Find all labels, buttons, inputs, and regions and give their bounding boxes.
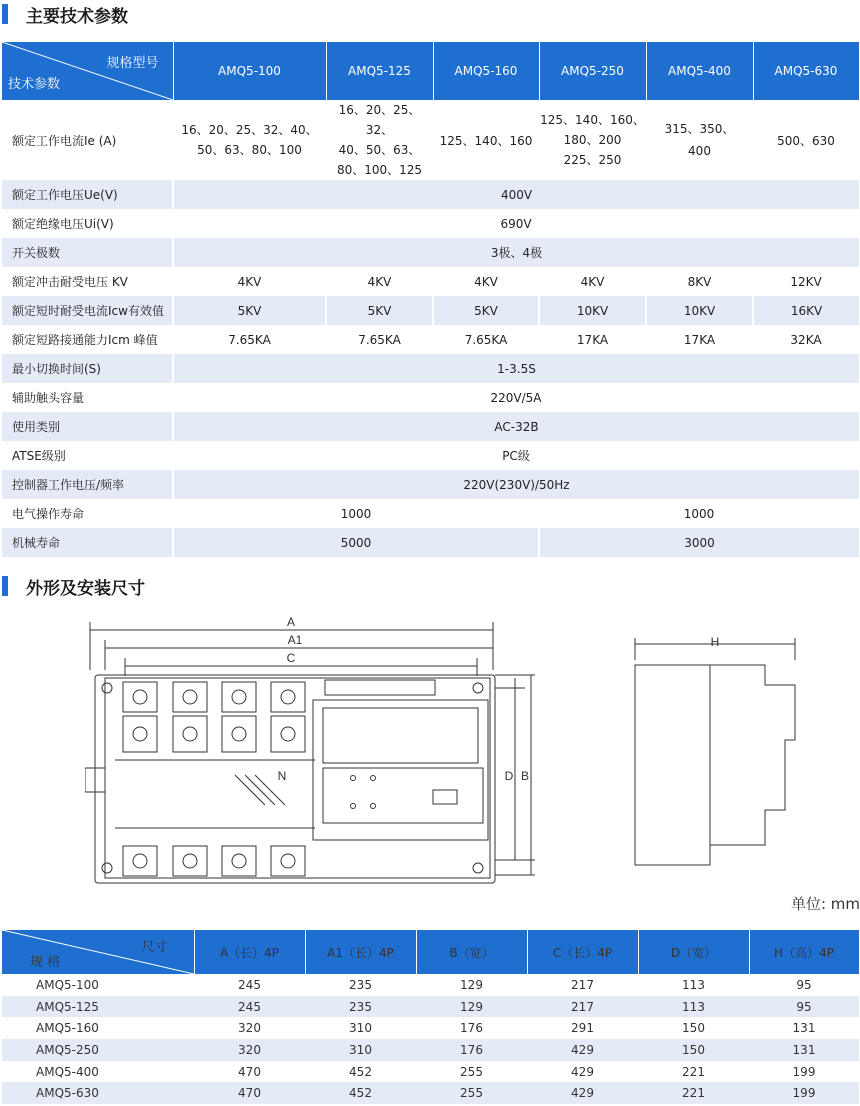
dim-cell: 255 <box>416 1082 527 1104</box>
dims-table <box>2 930 860 1104</box>
model-cell: AMQ5-400 <box>36 1064 99 1079</box>
dim-cell: 452 <box>349 1064 372 1079</box>
row-ctrl <box>2 470 859 499</box>
dim-cell: 452 <box>305 1082 416 1104</box>
current-cell: 125、140、160、 180、200 225、250 <box>540 113 645 167</box>
use-value: AC-32B <box>173 412 859 441</box>
corner-bottom-label: 规 格 <box>30 955 61 970</box>
dim-header: D（宽） <box>638 930 749 974</box>
dim-cell: 429 <box>527 1039 638 1061</box>
row-switch <box>2 354 859 383</box>
unit-label: 单位: mm <box>790 895 860 913</box>
dimension-drawing <box>85 610 815 890</box>
dim-cell: 199 <box>749 1082 859 1104</box>
current-cell: 16、20、25、32、40、 50、63、80、100 <box>181 123 318 157</box>
model-cell: AMQ5-250 <box>2 1039 194 1061</box>
dim-cell: 113 <box>638 996 749 1018</box>
model-header: AMQ5-160 <box>433 42 539 100</box>
impulse-cell: 4KV <box>367 274 392 289</box>
row-label: ATSE级别 <box>12 449 66 463</box>
dim-label-D: D <box>504 769 514 783</box>
params-header-row <box>2 42 859 100</box>
dims-header-row <box>2 930 859 974</box>
dim-cell: 470 <box>238 1064 261 1079</box>
icw-cell: 5KV <box>433 296 539 325</box>
dims-corner-cell <box>2 930 194 974</box>
switch-value: 1-3.5S <box>173 354 859 383</box>
dim-cell: 429 <box>527 1082 638 1104</box>
table-row <box>2 1017 859 1039</box>
row-atse <box>2 441 859 470</box>
dim-cell: 217 <box>571 977 594 992</box>
dim-cell: 221 <box>638 1082 749 1104</box>
dim-cell: 255 <box>460 1064 483 1079</box>
row-impulse <box>2 267 859 296</box>
row-current <box>2 100 859 180</box>
section-title-text: 主要技术参数 <box>26 6 128 27</box>
icm-cell: 32KA <box>790 332 822 347</box>
table-row <box>2 1061 859 1083</box>
dim-cell: 310 <box>305 1039 416 1061</box>
dim-header: A1（长）4P <box>305 930 416 974</box>
row-label: 额定工作电压Ue(V) <box>2 180 173 209</box>
dim-cell: 429 <box>571 1064 594 1079</box>
corner-bottom-label: 技术参数 <box>8 77 61 92</box>
dim-cell: 129 <box>416 996 527 1018</box>
dim-cell: 176 <box>460 1021 483 1036</box>
row-label: 开关极数 <box>2 238 173 267</box>
row-label: 最小切换时间(S) <box>2 354 173 383</box>
row-elec <box>2 499 859 528</box>
row-label: 额定工作电流Ie (A) <box>12 133 117 148</box>
row-label: 额定短时耐受电流Icw有效值 <box>2 296 173 325</box>
current-cell: 16、20、25、32、 40、50、63、 80、100、125 <box>336 103 423 177</box>
elec-cell: 1000 <box>340 506 372 521</box>
elec-cell: 1000 <box>683 506 715 521</box>
dim-cell: 235 <box>305 996 416 1018</box>
dim-cell: 320 <box>238 1021 261 1036</box>
model-cell: AMQ5-125 <box>2 996 194 1018</box>
table-row <box>2 974 859 996</box>
row-label: 控制器工作电压/频率 <box>2 470 173 499</box>
dim-cell: 235 <box>349 977 372 992</box>
dim-cell: 131 <box>792 1021 816 1036</box>
icm-cell: 7.65KA <box>464 332 508 347</box>
title-bar-marker <box>2 4 8 24</box>
row-label: 使用类别 <box>2 412 173 441</box>
dim-cell: 95 <box>749 996 859 1018</box>
row-ue <box>2 180 859 209</box>
model-header: AMQ5-125 <box>326 42 433 100</box>
impulse-cell: 4KV <box>580 274 605 289</box>
impulse-cell: 8KV <box>687 274 712 289</box>
dim-cell: 131 <box>749 1039 859 1061</box>
table-row <box>2 996 859 1018</box>
section-title-text: 外形及安装尺寸 <box>26 578 145 599</box>
title-bar-marker <box>2 576 8 596</box>
dim-cell: 221 <box>682 1064 705 1079</box>
dim-cell: 470 <box>194 1082 305 1104</box>
dim-cell: 150 <box>682 1021 705 1036</box>
dim-header: C（长）4P <box>527 930 638 974</box>
model-header: AMQ5-100 <box>173 42 326 100</box>
icw-cell: 10KV <box>539 296 646 325</box>
dim-cell: 113 <box>682 977 705 992</box>
row-use <box>2 412 859 441</box>
row-mech <box>2 528 859 557</box>
current-cell: 500、630 <box>777 133 835 148</box>
dim-cell: 291 <box>571 1021 594 1036</box>
row-icw <box>2 296 859 325</box>
model-header: AMQ5-400 <box>646 42 753 100</box>
model-header: AMQ5-630 <box>753 42 859 100</box>
atse-value: PC级 <box>502 449 530 463</box>
dim-header: B（宽） <box>416 930 527 974</box>
dim-cell: 245 <box>194 996 305 1018</box>
icw-cell: 5KV <box>173 296 326 325</box>
dim-label-B: B <box>520 769 530 783</box>
table-row <box>2 1082 859 1104</box>
ui-value: 690V <box>500 216 532 231</box>
dim-cell: 150 <box>638 1039 749 1061</box>
row-label: 额定绝缘电压Ui(V) <box>12 217 114 231</box>
row-label: 额定冲击耐受电压 KV <box>12 275 128 289</box>
row-label: 额定短路接通能力Icm 峰值 <box>12 333 158 347</box>
dim-label-A1: A1 <box>287 633 303 647</box>
current-cell: 125、140、160 <box>439 133 533 148</box>
icw-cell: 10KV <box>646 296 753 325</box>
icm-cell: 17KA <box>683 332 716 347</box>
impulse-cell: 4KV <box>474 274 498 289</box>
row-poles <box>2 238 859 267</box>
icw-cell: 5KV <box>326 296 433 325</box>
dim-label-H: H <box>710 635 720 649</box>
dim-cell: 176 <box>416 1039 527 1061</box>
model-cell: AMQ5-100 <box>36 977 99 992</box>
row-label: 电气操作寿命 <box>12 507 85 521</box>
dim-cell: 320 <box>194 1039 305 1061</box>
corner-top-label: 规格型号 <box>106 56 159 71</box>
row-aux <box>2 383 859 412</box>
neutral-label: N <box>277 769 287 783</box>
dim-cell: 129 <box>460 977 483 992</box>
section-title-dims <box>0 574 145 598</box>
dim-label-A: A <box>286 615 296 629</box>
model-cell: AMQ5-160 <box>36 1021 99 1036</box>
mech-cell: 5000 <box>173 528 539 557</box>
row-label: 机械寿命 <box>2 528 173 557</box>
ctrl-value: 220V(230V)/50Hz <box>173 470 859 499</box>
corner-top-label: 尺寸 <box>141 940 168 955</box>
icm-cell: 7.65KA <box>358 332 401 347</box>
row-icm <box>2 325 859 354</box>
section-title-params <box>0 2 128 26</box>
dim-cell: 245 <box>238 977 261 992</box>
params-corner-cell <box>2 42 173 100</box>
ue-value: 400V <box>173 180 859 209</box>
dim-cell: 310 <box>349 1021 372 1036</box>
model-cell: AMQ5-630 <box>2 1082 194 1104</box>
dim-header: A（长）4P <box>194 930 305 974</box>
icm-cell: 7.65KA <box>228 332 271 347</box>
row-label: 辅助触头容量 <box>12 391 85 405</box>
icm-cell: 17KA <box>576 332 609 347</box>
row-ui <box>2 209 859 238</box>
params-table <box>2 42 860 557</box>
dim-cell: 95 <box>796 977 812 992</box>
current-cell: 315、350、 400 <box>664 122 735 158</box>
dim-header: H（高）4P <box>749 930 859 974</box>
icw-cell: 16KV <box>753 296 859 325</box>
impulse-cell: 4KV <box>237 274 262 289</box>
dim-label-C: C <box>286 651 296 665</box>
poles-value: 3极、4极 <box>173 238 859 267</box>
mech-cell: 3000 <box>539 528 859 557</box>
aux-value: 220V/5A <box>490 390 542 405</box>
dim-cell: 217 <box>527 996 638 1018</box>
model-header: AMQ5-250 <box>539 42 646 100</box>
dim-cell: 199 <box>792 1064 816 1079</box>
impulse-cell: 12KV <box>790 274 822 289</box>
table-row <box>2 1039 859 1061</box>
